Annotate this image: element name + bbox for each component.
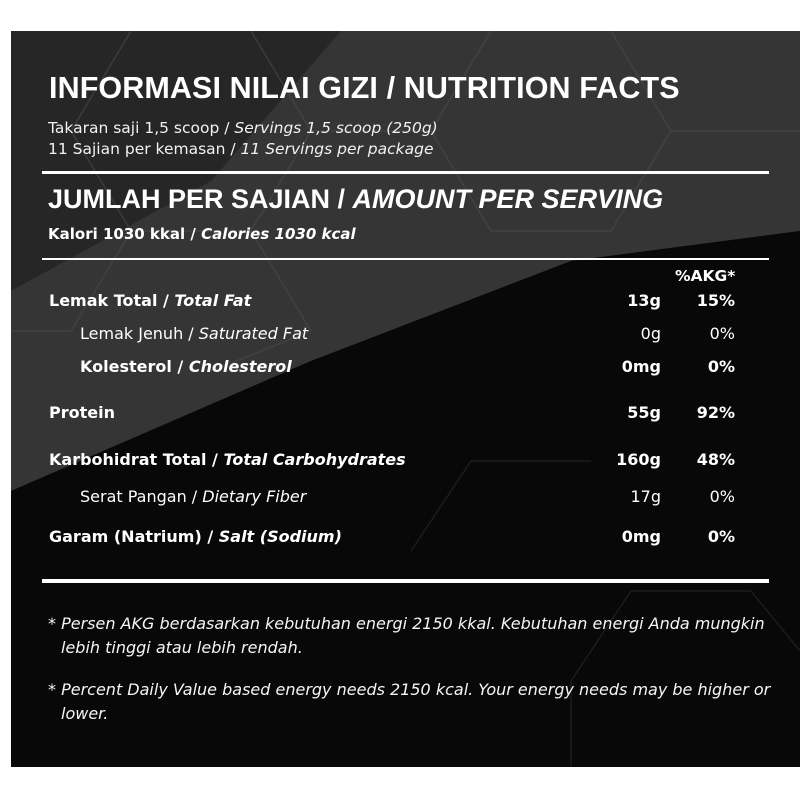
nutrient-row-protein xyxy=(11,402,800,424)
nutrient-name-en: Salt (Sodium) xyxy=(218,527,342,546)
nutrition-facts-panel xyxy=(11,31,800,767)
nutrient-name-en: Dietary Fiber xyxy=(202,487,307,506)
serving-size-en: Servings 1,5 scoop (250g) xyxy=(234,119,438,137)
daily-value-header: %AKG* xyxy=(675,267,736,285)
divider-bottom xyxy=(42,579,769,583)
nutrient-daily-value: 15% xyxy=(696,291,735,310)
nutrient-label xyxy=(49,290,251,312)
nutrient-row-total-carbohydrates xyxy=(11,449,800,471)
serving-size xyxy=(48,118,438,138)
nutrient-row-cholesterol xyxy=(11,356,800,378)
nutrient-daily-value: 0% xyxy=(707,357,735,376)
nutrient-name-id: Protein xyxy=(49,403,115,422)
servings-per-package xyxy=(48,139,434,159)
calories-line xyxy=(48,224,356,244)
amount-per-serving-heading xyxy=(48,182,788,216)
nutrient-label xyxy=(49,402,115,424)
nutrient-name-en: Total Fat xyxy=(174,291,252,310)
divider-top xyxy=(42,171,769,174)
footnote-english xyxy=(48,678,783,726)
nutrient-daily-value: 0% xyxy=(709,487,735,506)
divider-mid xyxy=(42,258,769,260)
nutrient-label xyxy=(80,323,308,345)
nutrient-daily-value: 0% xyxy=(709,324,735,343)
panel-title: INFORMASI NILAI GIZI / NUTRITION FACTS xyxy=(49,71,680,105)
nutrient-amount: 17g xyxy=(630,487,661,506)
nutrient-name-id: Lemak Jenuh / xyxy=(80,324,199,343)
serving-size-id: Takaran saji 1,5 scoop / xyxy=(48,119,235,137)
nutrient-name-id: Kolesterol / xyxy=(80,357,189,376)
nutrient-row-dietary-fiber xyxy=(11,486,800,508)
calories-id: Kalori 1030 kkal / xyxy=(48,225,202,243)
nutrient-label xyxy=(49,449,406,471)
nutrient-amount: 55g xyxy=(627,403,661,422)
footnote-indonesian xyxy=(48,612,783,660)
nutrient-name-id: Serat Pangan / xyxy=(80,487,203,506)
nutrient-row-saturated-fat xyxy=(11,323,800,345)
nutrient-name-id: Garam (Natrium) / xyxy=(49,527,219,546)
amount-heading-id: JUMLAH PER SAJIAN / xyxy=(48,184,353,214)
nutrient-name-en: Cholesterol xyxy=(188,357,292,376)
nutrient-name-id: Karbohidrat Total / xyxy=(49,450,224,469)
footnote-indonesian-text: * Persen AKG berdasarkan kebutuhan energi 2150 kkal. Kebutuhan energi Anda mungkin lebih tinggi atau lebih rendah. xyxy=(48,614,765,657)
nutrient-label xyxy=(80,486,306,508)
nutrient-name-en: Total Carbohydrates xyxy=(223,450,406,469)
nutrient-amount: 0mg xyxy=(621,527,661,546)
nutrient-name-id: Lemak Total / xyxy=(49,291,175,310)
servings-per-package-en: 11 Servings per package xyxy=(240,140,434,158)
servings-per-package-id: 11 Sajian per kemasan / xyxy=(48,140,241,158)
nutrient-label xyxy=(80,356,292,378)
nutrient-label xyxy=(49,526,342,548)
nutrient-name-en: Saturated Fat xyxy=(198,324,309,343)
footnote-english-text: * Percent Daily Value based energy needs 2150 kcal. Your energy needs may be higher or lower. xyxy=(48,680,771,723)
calories-en: Calories 1030 kcal xyxy=(201,225,356,243)
nutrient-amount: 13g xyxy=(627,291,661,310)
nutrient-row-total-fat xyxy=(11,290,800,312)
nutrient-daily-value: 0% xyxy=(707,527,735,546)
nutrient-row-salt-sodium xyxy=(11,526,800,548)
nutrient-amount: 0g xyxy=(640,324,661,343)
nutrient-daily-value: 92% xyxy=(696,403,735,422)
nutrient-amount: 0mg xyxy=(621,357,661,376)
nutrient-daily-value: 48% xyxy=(696,450,735,469)
nutrient-amount: 160g xyxy=(616,450,661,469)
amount-heading-en: AMOUNT PER SERVING xyxy=(352,184,664,214)
